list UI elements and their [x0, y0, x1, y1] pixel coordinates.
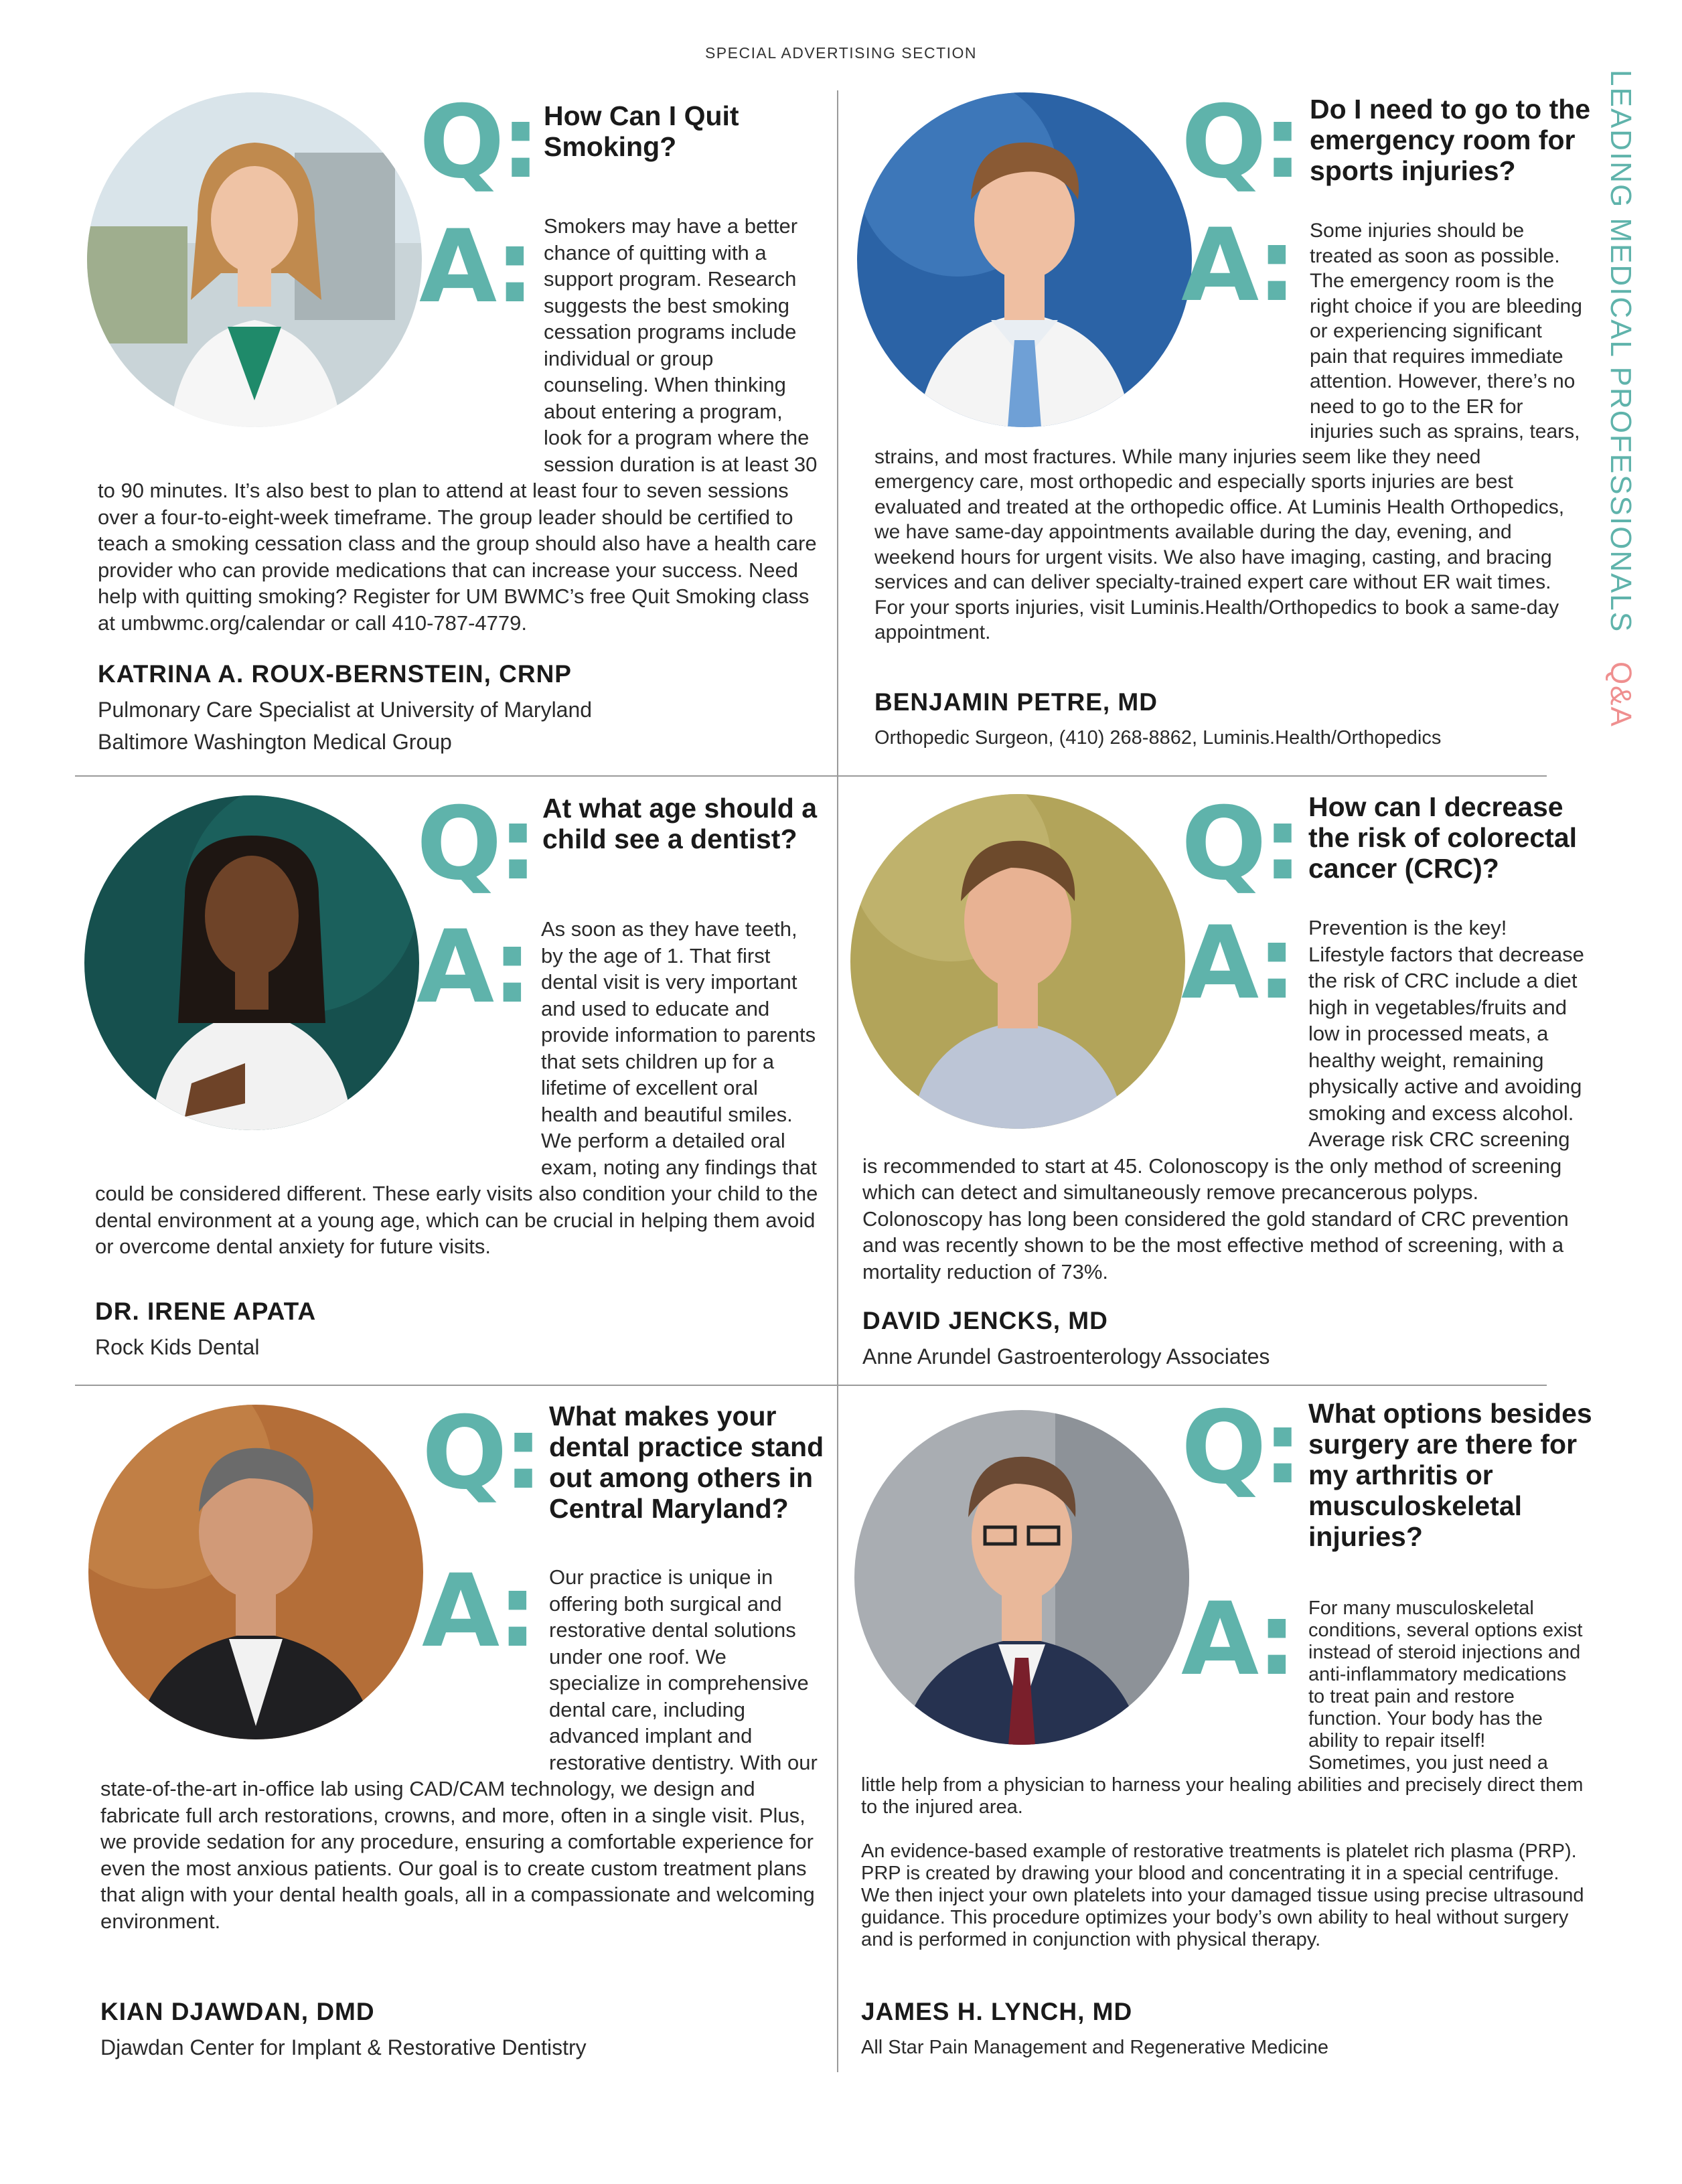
question-text: What makes your dental practice stand out among others in Central Maryland?	[549, 1401, 824, 1524]
sidebar-title-accent: Q&A	[1604, 661, 1637, 728]
q-letter: Q:	[1181, 84, 1299, 201]
doctor-affiliation: Pulmonary Care Specialist at University of Maryland	[98, 698, 593, 722]
q-letter: Q:	[419, 84, 537, 201]
answer-text	[100, 1564, 821, 1934]
a-letter: A:	[1181, 1581, 1293, 1698]
answer-wrap-spacer	[874, 208, 1310, 420]
row-divider-2	[75, 1385, 1547, 1386]
row-divider-1	[75, 775, 1547, 777]
answer-paragraph: Smokers may have a better chance of quitting with a support program. Research suggests the best smoking cessation programs include individual or group counseling. When thinking about entering a program, look for a program where the session duration is at least 30 to 90 minutes. It’s also best to plan to attend at least four to seven sessions over a four-to-eight-week timeframe. The group leader should be certified to teach a smoking cessation class and the group should also have a health care provider who can provide medications that can increase your success. Need help with quitting smoking? Register for UM BWMC’s free Quit Smoking class at umbwmc.org/calendar or call 410-787-4779.	[98, 214, 818, 635]
answer-paragraph: An evidence-based example of restorative treatments is platelet rich plasma (PRP). PRP is created by drawing your blood and concentrating it in a special centrifuge. We then inject your own platelets into your damaged tissue using precise ultrasound guidance. This procedure optimizes your body’s own ability to heal without surgery and is performed in conjunction with physical therapy.	[861, 1841, 1584, 1950]
question-text: How can I decrease the risk of colorectal cancer (CRC)?	[1308, 791, 1578, 884]
doctor-name: JAMES H. LYNCH, MD	[861, 1998, 1133, 2025]
question-text: What options besides surgery are there for my arthritis or musculoskeletal injuries?	[1308, 1398, 1592, 1552]
a-letter: A:	[422, 1553, 534, 1670]
question-text: At what age should a child see a dentist?	[542, 793, 818, 854]
answer-paragraph: Our practice is unique in offering both surgical and restorative dental solutions under one roof. We specialize in comprehensive dental care, including advanced implant and restorative dentistry. With our state-of-the-art in-office lab using CAD/CAM technology, we design and fabricate full arch restorations, crowns, and more, often in a single visit. Plus, we provide sedation for any procedure, ensuring a comfortable experience for even the most anxious patients. Our goal is to create custom treatment plans that align with your dental health goals, all in a compassionate and welcoming environment.	[100, 1565, 818, 1933]
doctor-affiliation: Orthopedic Surgeon, (410) 268-8862, Luminis.Health/Orthopedics	[874, 727, 1442, 749]
column-divider	[837, 90, 838, 2072]
sidebar-title-space	[1604, 642, 1637, 651]
doctor-name: DR. IRENE APATA	[95, 1298, 317, 1325]
doctor-name: KATRINA A. ROUX-BERNSTEIN, CRNP	[98, 660, 572, 688]
sidebar-title	[1604, 70, 1644, 779]
question-text: Do I need to go to the emergency room for sports injuries?	[1310, 94, 1591, 186]
a-letter: A:	[419, 209, 531, 325]
section-header: SPECIAL ADVERTISING SECTION	[704, 44, 978, 62]
q-letter: Q:	[1181, 1390, 1299, 1506]
answer-wrap-spacer	[100, 1564, 549, 1765]
answer-wrap-spacer	[95, 909, 541, 1156]
doctor-name: BENJAMIN PETRE, MD	[874, 688, 1158, 716]
answer-text	[95, 909, 820, 1260]
answer-wrap-spacer	[862, 905, 1308, 1152]
q-letter: Q:	[416, 786, 534, 903]
answer-text	[874, 208, 1584, 645]
doctor-affiliation: Anne Arundel Gastroenterology Associates	[862, 1344, 1270, 1369]
a-letter: A:	[1181, 208, 1293, 324]
doctor-affiliation: All Star Pain Management and Regenerative Medicine	[861, 2037, 1329, 2058]
answer-paragraph: Prevention is the key! Lifestyle factors that decrease the risk of CRC include a diet high in vegetables/fruits and low in processed meats, a healthy weight, remaining physically active and avoiding smoking and excess alcohol. Average risk CRC screening is recommended to start at 45. Colonoscopy is the only method of screening which can detect and simultaneously remove precancerous polyps. Colonoscopy has long been considered the gold standard of CRC prevention and was recently shown to be the most effective method of screening, with a mortality reduction of 73%.	[862, 916, 1584, 1283]
question-text: How Can I Quit Smoking?	[544, 100, 739, 162]
doctor-name: DAVID JENCKS, MD	[862, 1307, 1108, 1334]
a-letter: A:	[416, 909, 528, 1026]
answer-text	[862, 905, 1584, 1285]
q-letter: Q:	[422, 1395, 540, 1512]
answer-text	[98, 209, 822, 636]
q-letter: Q:	[1181, 786, 1299, 903]
answer-wrap-spacer	[861, 1597, 1308, 1774]
doctor-affiliation: Djawdan Center for Implant & Restorative Dentistry	[100, 2035, 587, 2059]
answer-paragraph: Some injuries should be treated as soon as possible. The emergency room is the right choice if you are bleeding or experiencing significant pain that requires immediate attention. However, there’s no need to go to the ER for injuries such as sprains, tears, strains, and most fractures. While many injuries seem like they need emergency care, most orthopedic and especially sports injuries are best evaluated and treated at the orthopedic office. At Luminis Health Orthopedics, we have same-day appointments available during the day, evening, and weekend hours for urgent visits. We also have imaging, casting, and bracing services and can deliver specialty-trained expert care without ER wait times. For your sports injuries, visit Luminis.Health/Orthopedics to book a same-day appointment.	[874, 220, 1582, 643]
doctor-affiliation: Baltimore Washington Medical Group	[98, 730, 452, 754]
answer-paragraph: For many musculoskeletal conditions, several options exist instead of steroid injections and anti-inflammatory medications to treat pain and restore function. Your body has the ability to repair itself! Sometimes, you just need a little help from a physician to harness your healing abilities and precisely direct them to the injured area.	[861, 1597, 1584, 1818]
a-letter: A:	[1181, 905, 1293, 1022]
doctor-affiliation: Rock Kids Dental	[95, 1335, 260, 1359]
sidebar-title-main: LEADING MEDICAL PROFESSIONALS	[1604, 70, 1637, 633]
doctor-name: KIAN DJAWDAN, DMD	[100, 1998, 375, 2025]
answer-text	[861, 1597, 1587, 1951]
answer-wrap-spacer	[98, 209, 544, 453]
answer-paragraph: As soon as they have teeth, by the age of 1. That first dental visit is very important and used to educate and provide information to parents that sets children up for a lifetime of excellent oral health and beautiful smiles. We perform a detailed oral exam, noting any findings that could be considered different. These early visits also condition your child to the dental environment at a young age, which can be crucial in helping them avoid or overcome dental anxiety for future visits.	[95, 917, 818, 1258]
